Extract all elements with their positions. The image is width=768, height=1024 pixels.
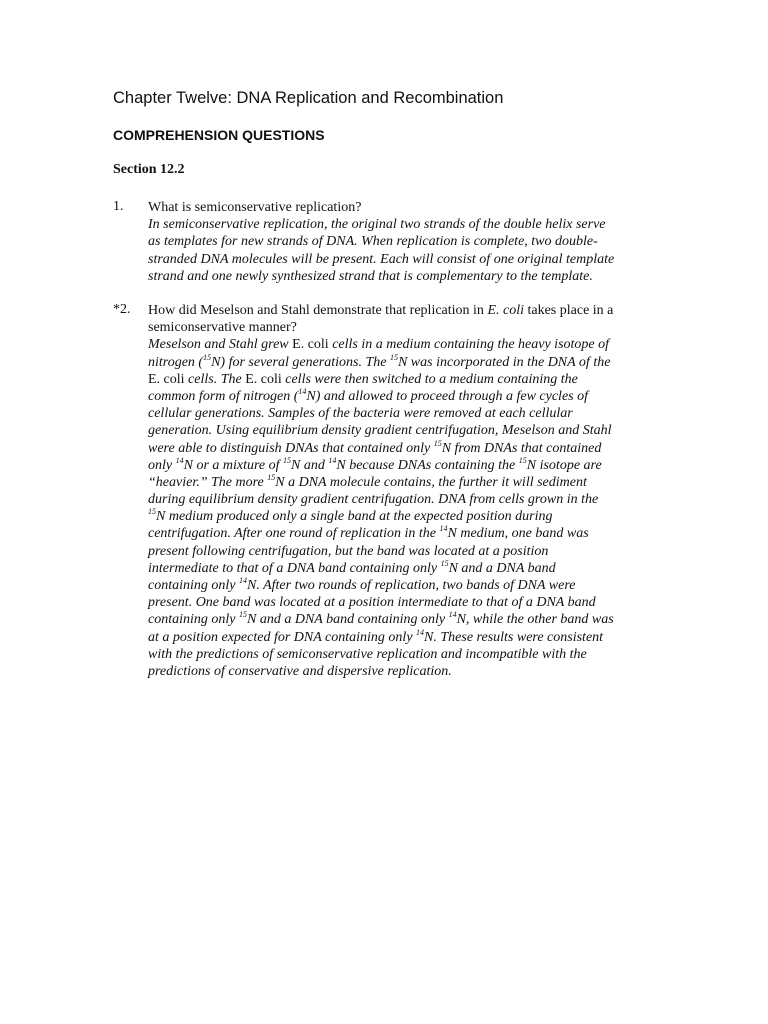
question-1-text — [148, 199, 658, 216]
answer-text-segment: N and — [291, 457, 329, 473]
isotope-superscript: 15 — [267, 472, 276, 482]
isotope-superscript: 15 — [148, 507, 156, 517]
question-line: semiconservative manner? — [148, 320, 297, 336]
answer-text-segment: centrifugation. After one round of replication in the — [148, 526, 440, 542]
answer-line — [148, 457, 658, 474]
answer-text-segment: N a DNA molecule contains, the further it will sediment — [275, 474, 587, 490]
answer-text-segment: containing only — [148, 578, 239, 593]
answer-line: during equilibrium density gradient centrifugation. DNA from cells grown in the — [148, 492, 599, 508]
answer-1-text — [148, 216, 658, 285]
answer-text-segment: N and a DNA band containing only — [247, 612, 449, 628]
isotope-superscript: 14 — [328, 455, 337, 465]
answer-text-segment: N or a mixture of — [183, 457, 284, 473]
answer-text-segment: “heavier.” The more — [148, 474, 268, 490]
answer-line — [148, 388, 658, 405]
answer-text-segment: cells in a medium containing the heavy isotope of — [328, 337, 610, 353]
answer-line: predictions of conservative and dispersive replication. — [148, 663, 452, 679]
answer-line: present following centrifugation, but the band was located at a position — [148, 543, 549, 559]
species-name: E. coli — [292, 337, 329, 353]
isotope-superscript: 14 — [175, 455, 184, 465]
answer-2-text — [148, 336, 658, 680]
answer-line — [148, 629, 658, 646]
answer-text-segment: N) and allowed to proceed through a few cycles of — [306, 388, 588, 404]
question-2-text — [148, 302, 658, 336]
question-2 — [148, 302, 658, 680]
answer-text-segment: N. After two rounds of replication, two bands of DNA were — [247, 578, 576, 593]
answer-text-segment: cells. The — [184, 371, 246, 387]
question-line — [148, 302, 658, 319]
answer-text-segment: containing only — [148, 612, 239, 628]
isotope-superscript: 14 — [239, 576, 247, 585]
answer-line: In semiconservative replication, the original two strands of the double helix serve — [148, 217, 606, 233]
answer-text-segment: were able to distinguish DNAs that contained only — [148, 440, 434, 456]
answer-text-segment: N) for several generations. The — [211, 354, 390, 370]
question-text-segment: takes place in a — [523, 303, 614, 318]
answer-line: stranded DNA molecules will be present. Each will consist of one original template — [148, 251, 615, 267]
answer-text-segment: cells were then switched to a medium containing the — [281, 371, 578, 387]
answer-line — [148, 336, 658, 353]
answer-text-segment: nitrogen ( — [148, 354, 204, 370]
isotope-superscript: 14 — [298, 386, 307, 396]
answer-text-segment: common form of nitrogen ( — [148, 388, 299, 404]
answer-text-segment: N was incorporated in the DNA of the — [397, 354, 611, 370]
answer-text-segment: N isotope are — [526, 457, 602, 473]
answer-text-segment: N because DNAs containing the — [336, 457, 519, 473]
answer-text-segment: at a position expected for DNA containing only — [148, 629, 417, 645]
answer-line: generation. Using equilibrium density gradient centrifugation, Meselson and Stahl — [148, 423, 612, 439]
answer-line: cellular generations. Samples of the bacteria were removed at each cellular — [148, 406, 573, 422]
answer-text-segment: N medium, one band was — [447, 526, 589, 542]
question-2-number: *2. — [113, 302, 131, 317]
answer-line — [148, 508, 658, 525]
comprehension-questions-heading: COMPREHENSION QUESTIONS — [113, 127, 325, 143]
isotope-superscript: 15 — [389, 352, 398, 362]
isotope-superscript: 15 — [283, 455, 292, 465]
answer-line: present. One band was located at a position intermediate to that of a DNA band — [148, 595, 596, 611]
isotope-superscript: 15 — [518, 455, 527, 465]
answer-line — [148, 577, 658, 594]
question-text-segment: How did Meselson and Stahl demonstrate that replication in — [148, 303, 488, 318]
answer-line — [148, 560, 658, 577]
answer-text-segment: N and a DNA band — [448, 560, 556, 576]
isotope-superscript: 14 — [448, 610, 457, 620]
answer-line: with the predictions of semiconservative replication and incompatible with the — [148, 646, 587, 662]
answer-text-segment: only — [148, 457, 176, 473]
isotope-superscript: 15 — [239, 610, 247, 620]
question-1 — [148, 199, 658, 285]
chapter-title: Chapter Twelve: DNA Replication and Recombination — [113, 89, 504, 107]
answer-line — [148, 440, 658, 457]
answer-line — [148, 474, 658, 491]
species-name: E. coli — [487, 303, 524, 318]
answer-text-segment: intermediate to that of a DNA band containing only — [148, 560, 441, 576]
answer-line — [148, 525, 658, 542]
answer-text-segment: N medium produced only a single band at the expected position during — [156, 509, 553, 525]
isotope-superscript: 15 — [440, 558, 449, 568]
section-label: Section 12.2 — [113, 162, 185, 177]
species-name: E. coli — [148, 371, 185, 387]
species-name: E. coli — [245, 371, 282, 387]
answer-text-segment: N, while the other band was — [456, 612, 614, 628]
isotope-superscript: 15 — [203, 352, 212, 362]
isotope-superscript: 15 — [433, 438, 442, 448]
answer-line — [148, 611, 658, 628]
answer-text-segment: N from DNAs that contained — [441, 440, 602, 456]
answer-line — [148, 354, 658, 371]
isotope-superscript: 14 — [439, 524, 448, 534]
question-line: What is semiconservative replication? — [148, 200, 362, 215]
isotope-superscript: 14 — [416, 627, 425, 637]
answer-line — [148, 371, 658, 388]
answer-text-segment: N. These results were consistent — [424, 629, 604, 645]
answer-text-segment: Meselson and Stahl grew — [148, 337, 293, 353]
answer-line: as templates for new strands of DNA. When replication is complete, two double- — [148, 234, 598, 250]
question-1-number: 1. — [113, 199, 124, 214]
answer-line: strand and one newly synthesized strand that is complementary to the template. — [148, 268, 593, 284]
